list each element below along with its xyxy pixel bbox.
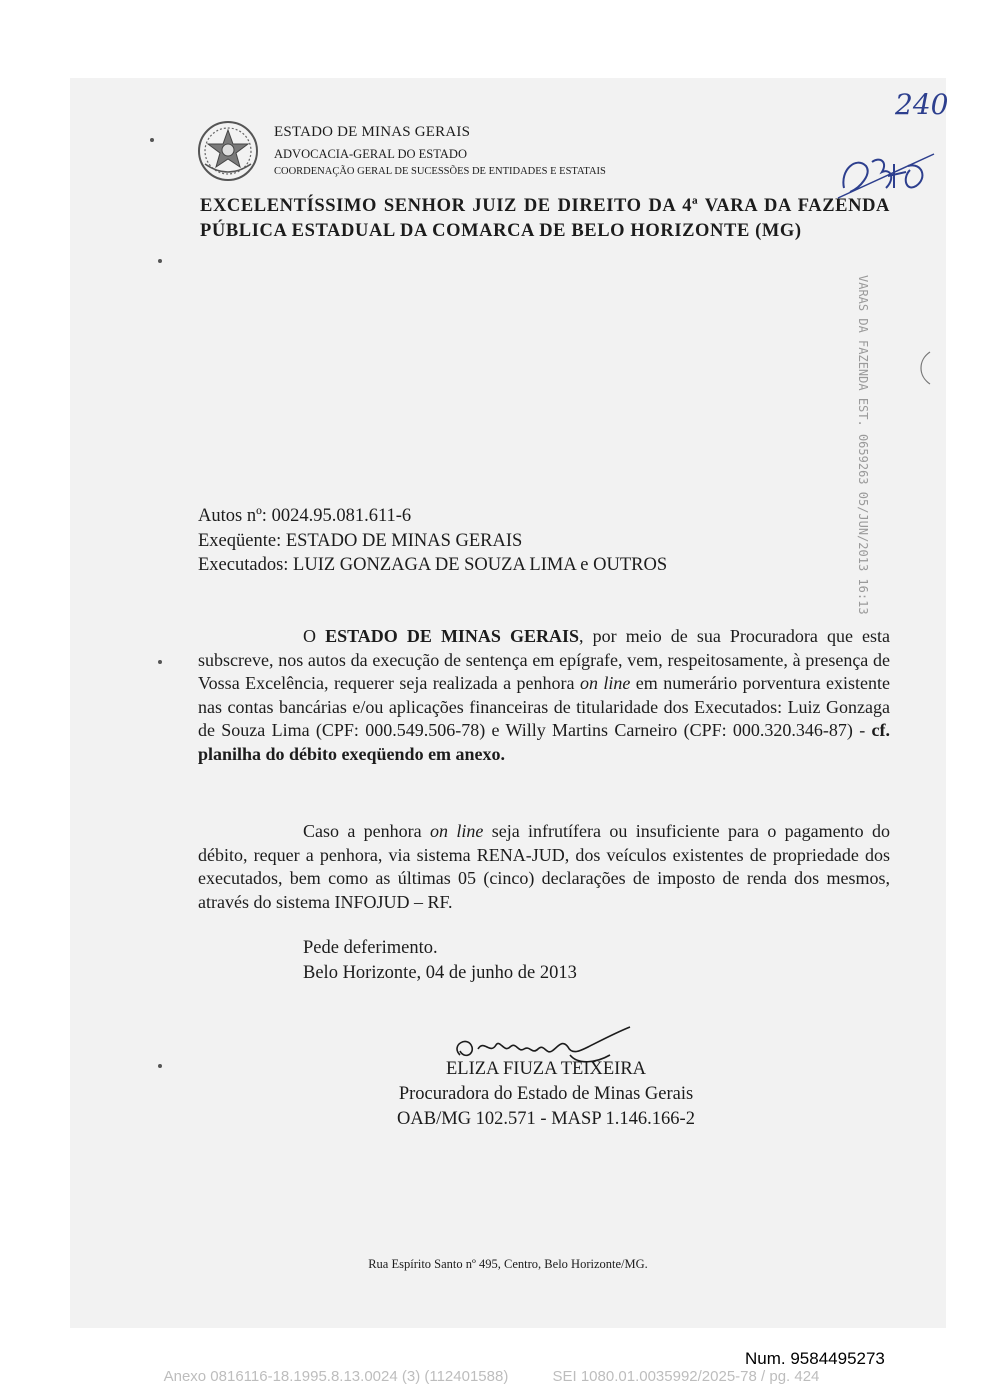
annex-reference-text: Anexo 0816116-18.1995.8.13.0024 (3) (112401588) bbox=[163, 1368, 509, 1385]
signer-block bbox=[378, 1057, 714, 1132]
annex-reference: cf. planilha do débito exeqüendo em anexo. bbox=[198, 720, 890, 764]
paragraph-text: em numerário porventura existente nas contas bancárias e/ou aplicações financeiras de titularidade dos Executados: Luiz Gonzaga de Souza Lima (CPF: 000.549.506-78) e Willy Martins Carneiro (CPF: 000.320.346-87) - bbox=[198, 673, 890, 740]
paragraph-text: , por meio de sua Procuradora que esta subscreve, nos autos da execução de sentença em epígrafe, vem, respeitosamente, à presença de Vossa Excelência, requerer seja realizada a penhora bbox=[198, 626, 891, 693]
document-number: Num. 9584495273 bbox=[745, 1349, 885, 1368]
annex-line bbox=[0, 1368, 983, 1385]
sei-reference-text: SEI 1080.01.0035992/2025-78 / pg. 424 bbox=[552, 1368, 820, 1385]
header-division: COORDENAÇÃO GERAL DE SUCESSÕES DE ENTIDADES E ESTATAIS bbox=[274, 166, 606, 177]
protocol-stamp-text: VARAS DA FAZENDA EST. 0659263 05/JUN/2013 16:13 bbox=[856, 275, 870, 615]
paragraph-text: Caso a penhora bbox=[303, 821, 431, 841]
online-term: on line bbox=[430, 821, 484, 841]
scan-speck bbox=[150, 138, 154, 142]
state-seal-icon bbox=[197, 120, 259, 182]
case-debtors: Executados: LUIZ GONZAGA DE SOUZA LIMA e OUTROS bbox=[198, 555, 668, 575]
case-number: Autos nº: 0024.95.081.611-6 bbox=[198, 506, 412, 526]
margin-bracket-mark bbox=[914, 350, 934, 386]
closing-block bbox=[303, 936, 577, 986]
signer-title: Procuradora do Estado de Minas Gerais bbox=[398, 1084, 694, 1104]
closing-request: Pede deferimento. bbox=[303, 938, 438, 958]
case-creditor: Exeqüente: ESTADO DE MINAS GERAIS bbox=[198, 530, 523, 551]
scan-speck bbox=[158, 660, 162, 664]
header-agency: ADVOCACIA-GERAL DO ESTADO bbox=[274, 147, 467, 161]
footer-address: Rua Espírito Santo nº 495, Centro, Belo Horizonte/MG. bbox=[368, 1257, 648, 1271]
signer-name: ELIZA FIUZA TEIXEIRA bbox=[445, 1059, 647, 1079]
subsidiary-request-paragraph bbox=[198, 820, 890, 914]
signer-registration: OAB/MG 102.571 - MASP 1.146.166-2 bbox=[397, 1109, 695, 1129]
scan-speck bbox=[158, 1064, 162, 1068]
party-name: ESTADO DE MINAS GERAIS bbox=[325, 626, 580, 646]
request-paragraph bbox=[198, 625, 890, 766]
paragraph-lead: O bbox=[303, 626, 326, 646]
addressee-heading: EXCELENTÍSSIMO SENHOR JUIZ DE DIREITO DA 4ª VARA DA FAZENDA PÚBLICA ESTADUAL DA COMARCA DE BELO HORIZONTE (MG) bbox=[200, 196, 890, 241]
online-term: on line bbox=[579, 673, 631, 693]
case-identification bbox=[198, 504, 667, 578]
handwritten-page-number: 240 bbox=[895, 88, 949, 121]
paragraph-text: seja infrutífera ou insuficiente para o pagamento do débito, requer a penhora, via sistema RENA-JUD, dos veículos existentes de propriedade dos executados, bem como as últimas 05 (cinco) declarações de imposto de renda dos mesmos, através do sistema INFOJUD – RF. bbox=[198, 821, 890, 912]
place-and-date: Belo Horizonte, 04 de junho de 2013 bbox=[303, 963, 577, 983]
protocol-stamp bbox=[850, 275, 890, 625]
header-state: ESTADO DE MINAS GERAIS bbox=[274, 124, 471, 140]
scan-speck bbox=[158, 259, 162, 263]
